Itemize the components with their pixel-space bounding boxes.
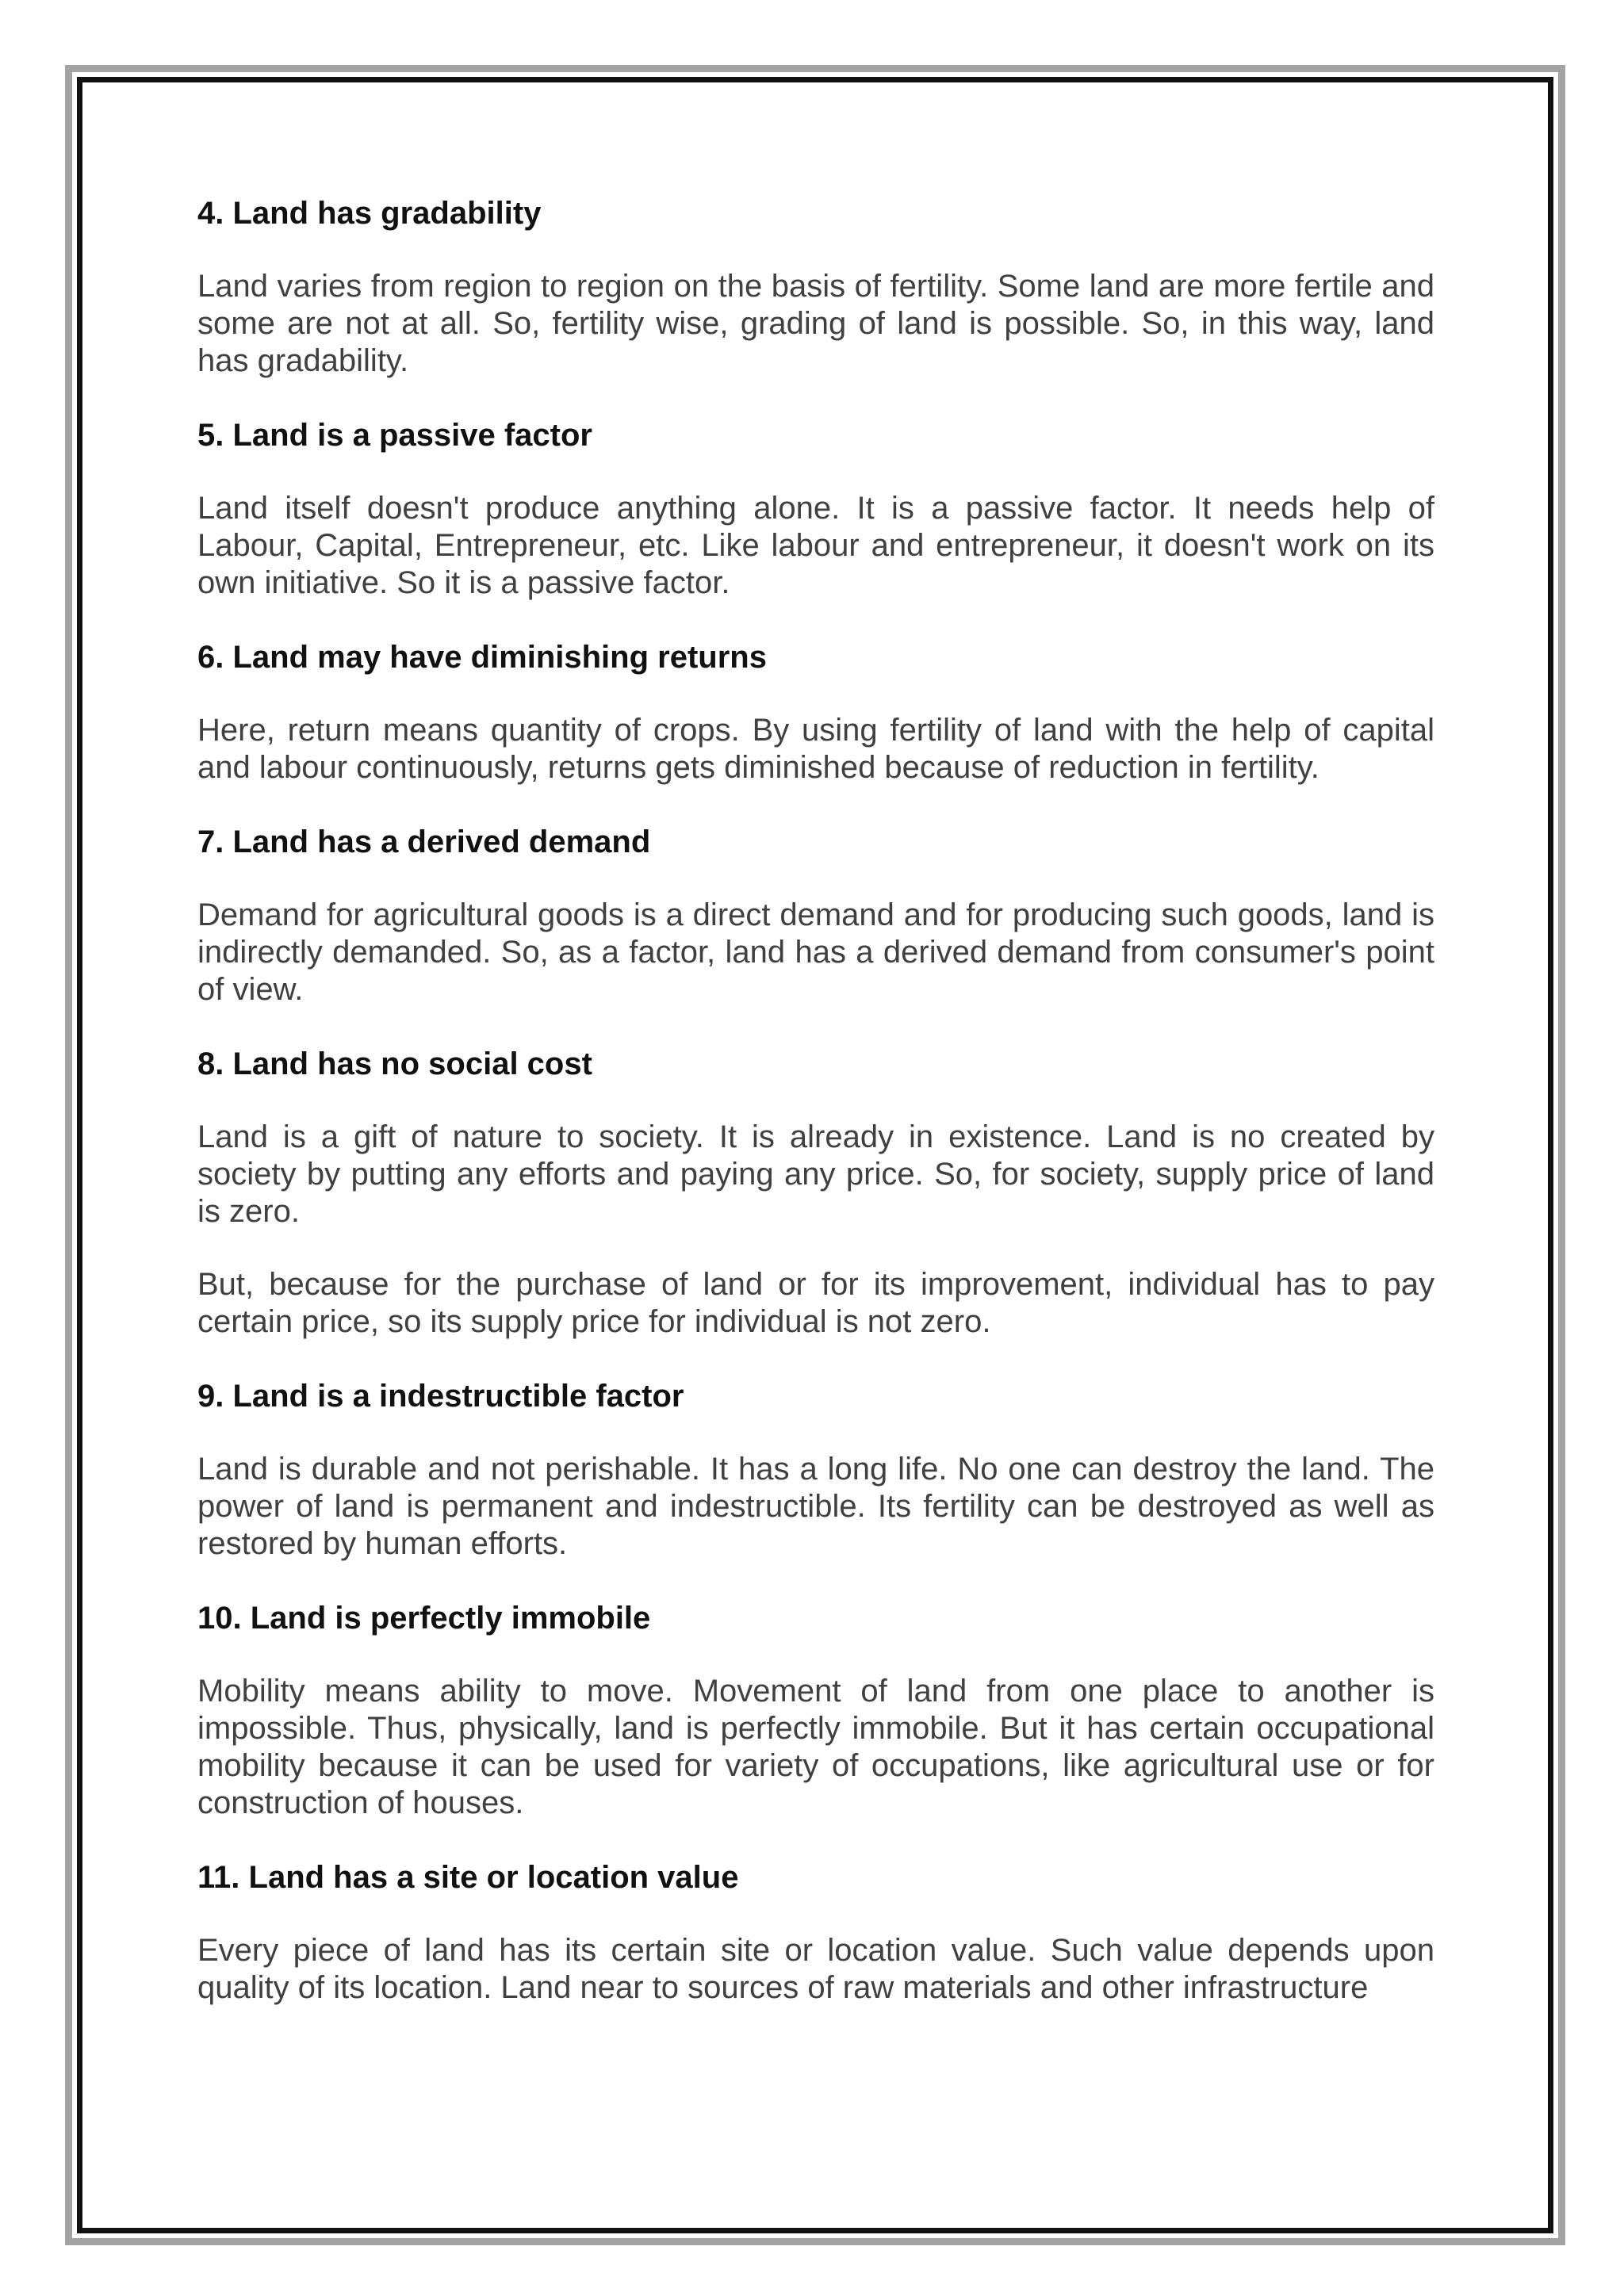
section-heading-5: 5. Land is a passive factor <box>197 418 592 453</box>
section-paragraph-4: Land varies from region to region on the basis of fertility. Some land are more fertile and some are not at all. So, fertility wise, grading of land is possible. So, in this way, land has gradability. <box>197 269 1434 378</box>
section-heading-11: 11. Land has a site or location value <box>197 1860 739 1895</box>
section-heading-7: 7. Land has a derived demand <box>197 825 651 859</box>
section-paragraph-9: Land is durable and not perishable. It has a long life. No one can destroy the land. The power of land is permanent and indestructible. Its fertility can be destroyed as well as restored by human efforts. <box>197 1452 1434 1561</box>
document-body <box>197 193 1434 2007</box>
section-heading-8: 8. Land has no social cost <box>197 1047 592 1081</box>
section-paragraph-8a: Land is a gift of nature to society. It is already in existence. Land is no created by society by putting any efforts and paying any price. So, for society, supply price of land is zero. <box>197 1119 1434 1229</box>
section-heading-6: 6. Land may have diminishing returns <box>197 640 767 675</box>
section-paragraph-6: Here, return means quantity of crops. By using fertility of land with the help of capital and labour continuously, returns gets diminished because of reduction in fertility. <box>197 713 1434 785</box>
section-paragraph-11: Every piece of land has its certain site or location value. Such value depends upon quality of its location. Land near to sources of raw materials and other infrastructure <box>197 1933 1434 2005</box>
section-heading-10: 10. Land is perfectly immobile <box>197 1601 651 1636</box>
section-paragraph-7: Demand for agricultural goods is a direct demand and for producing such goods, land is indirectly demanded. So, as a factor, land has a derived demand from consumer's point of view. <box>197 897 1434 1007</box>
section-heading-4: 4. Land has gradability <box>197 196 542 231</box>
section-paragraph-10: Mobility means ability to move. Movement of land from one place to another is impossible. Thus, physically, land is perfectly immobile. But it has certain occupational mobility because it can be used for variety of occupations, like agricultural use or for construction of houses. <box>197 1674 1434 1820</box>
section-heading-9: 9. Land is a indestructible factor <box>197 1379 684 1414</box>
section-paragraph-8b: But, because for the purchase of land or for its improvement, individual has to pay certain price, so its supply price for individual is not zero. <box>197 1267 1434 1339</box>
section-paragraph-5: Land itself doesn't produce anything alone. It is a passive factor. It needs help of Labour, Capital, Entrepreneur, etc. Like labour and entrepreneur, it doesn't work on its own initiative. So it is a passive factor. <box>197 491 1434 600</box>
